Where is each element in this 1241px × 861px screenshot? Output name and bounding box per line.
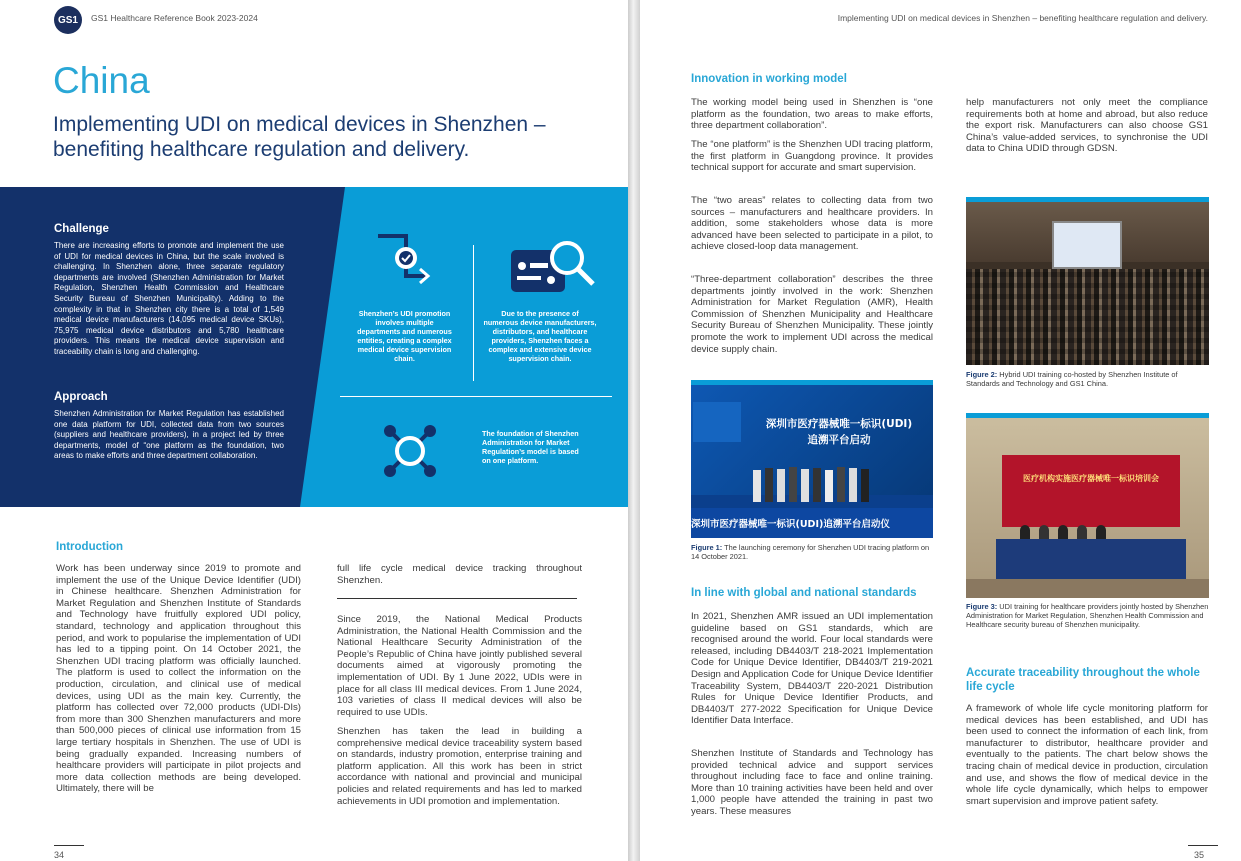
- introduction-col2a: full life cycle medical device tracking throughout Shenzhen.: [337, 563, 582, 586]
- page-number: 35: [1194, 850, 1205, 860]
- book-gutter: [628, 0, 640, 861]
- col2-top-text: help manufacturers not only meet the compliance requirements both at home and abroad, but also reduce the export risk. Manufacturers can also choose GS1 China’s value-added services, to synchronise the UDI data to China UDID through GDSN.: [966, 97, 1208, 155]
- figure2-photo: [966, 197, 1209, 365]
- figure1-banner-text: 深圳市医疗器械唯一标识(UDI)追溯平台启动仪: [691, 519, 890, 530]
- figure3-caption: [966, 602, 1211, 629]
- figure1-screen-text: 深圳市医疗器械唯一标识(UDI): [765, 418, 913, 430]
- figure2-caption-text: Hybrid UDI training co-hosted by Shenzhen Institute of Standards and Technology and GS1 China.: [966, 370, 1178, 388]
- icon-caption-1: Shenzhen’s UDI promotion involves multiple departments and numerous entities, creating a complex medical device supervision chain.: [357, 309, 452, 363]
- introduction-col2c: Shenzhen has taken the lead in building a comprehensive medical device traceability system based on standards, industry promotion, enterprise training and platform application. All this work has been in strict accordance with national and provincial and municipal policies and related requirements and has led to marked achievements in UDI promotion and implementation.: [337, 726, 582, 807]
- right-page: [640, 0, 1241, 861]
- figure1-caption-text: The launching ceremony for Shenzhen UDI tracing platform on 14 October 2021.: [691, 543, 930, 561]
- divider: [473, 245, 474, 381]
- standards-heading: In line with global and national standards: [691, 587, 917, 599]
- challenge-text: There are increasing efforts to promote and implement the use of UDI for medical devices in China, but the scale involved is challenging. In Shenzhen alone, three separate regulatory departments are involved (Shenzhen Administration for Market Regulation, Shenzhen Health Commission and Healthcare Security Bureau of Shenzhen Municipality). Adding to the complexity in that in Shenzhen city there is a total of 1,549 medical device manufacturers (14,095 medical device SKUs), 75,975 medical device distributors and 5,780 healthcare providers. This means the medical device supervision and traceability chain is long and challenging.: [54, 241, 284, 356]
- figure1-photo: [691, 380, 933, 538]
- footer-rule: [1188, 845, 1218, 846]
- running-header: Implementing UDI on medical devices in Shenzhen – benefiting healthcare regulation and delivery.: [837, 13, 1208, 23]
- page-country: China: [53, 60, 150, 101]
- introduction-col1: Work has been underway since 2019 to promote and implement the use of the Unique Device Identifier (UDI) in Chinese healthcare. Shenzhen Administration for Market Regulation and Shenzhen Institute of Standards and Technology have fruitfully explored UDI policy, standard, technology and application throughout this period, and work to popularise the implementation of UDI has led to a tipping point. On 14 October 2021, the Shenzhen UDI tracing platform was officially launched. The platform is used to collect the information on the production, circulation, and clinical use of medical devices, using UDI as the main key. Currently, the platform has collected over 72,000 products (UDI-DIs) from more than 300 Shenzhen manufacturers and more than 500,000 pieces of clinical use information from 15 large tertiary hospitals in Shenzhen. The use of UDI is being gradually expanded. Increasing numbers of healthcare providers will participate in pilot projects and more data collection methods are being developed. Ultimately, there will be: [56, 563, 301, 795]
- figure1-label: Figure 1:: [691, 543, 723, 552]
- check-arrow-icon: [374, 232, 438, 292]
- approach-heading: Approach: [54, 391, 108, 403]
- figure3-screen-text: 医疗机构实施医疗器械唯一标识培训会: [1023, 474, 1159, 483]
- approach-text: Shenzhen Administration for Market Regulation has established one data platform for UDI, collected data from two sources (suppliers and healthcare providers), in a project led by three departments, model of “one platform as the foundation, two areas to make efforts and three department collaboration.: [54, 409, 284, 461]
- page-number: 34: [54, 850, 65, 860]
- traceability-text: A framework of whole life cycle monitoring platform for medical devices has been established, and UDI has been used to connect the information of each link, from manufacturer to distributor, healthcare provider and eventually to the patients. The chart below shows the tracing chain of medical device in production, circulation and use, and shows the flow of medical device in the whole life cycle dynamically, which helps to empower smart supervision and improve patient safety.: [966, 703, 1208, 807]
- column-rule: [337, 598, 577, 599]
- innovation-p3: The “two areas” relates to collecting data from two sources – manufacturers and healthcare providers. In addition, some stakeholders whose data is more advanced have been selected to participate in a pilot, to achieve closed-loop data management.: [691, 195, 933, 253]
- icon-caption-2: Due to the presence of numerous device manufacturers, distributors, and healthcare providers, Shenzhen faces a complex and extensive device supervision chain.: [483, 309, 597, 363]
- figure3-photo: [966, 413, 1209, 598]
- figure2-caption: [966, 370, 1211, 388]
- gs1-logo: GS1: [54, 6, 82, 34]
- innovation-heading: Innovation in working model: [691, 73, 847, 85]
- figure1-caption: [691, 543, 931, 561]
- divider: [340, 396, 612, 397]
- innovation-p2: The “one platform” is the Shenzhen UDI tracing platform, the first platform in Guangdong province. It provides technical support for accurate and smart supervision.: [691, 139, 933, 174]
- figure3-label: Figure 3:: [966, 602, 998, 611]
- icon-caption-3: The foundation of Shenzhen Administration for Market Regulation’s model is based on one platform.: [482, 429, 579, 465]
- network-hub-icon: [380, 421, 440, 481]
- innovation-p4: “Three-department collaboration” describes the three departments jointly involved in the work: Shenzhen Administration for Market Regulation (AMR), Health Commission of Shenzhen Municipality and Healthcare Security Bureau of Shenzhen Municipality. These jointly promote the work to implement UDI across the medical device supply chain.: [691, 274, 933, 355]
- challenge-heading: Challenge: [54, 223, 109, 235]
- article-title: Implementing UDI on medical devices in Shenzhen – benefiting healthcare regulation and delivery.: [53, 113, 546, 161]
- footer-rule: [54, 845, 84, 846]
- introduction-heading: Introduction: [56, 541, 124, 553]
- figure1-screen-text2: 追溯平台启动: [807, 434, 871, 446]
- running-header: GS1 Healthcare Reference Book 2023-2024: [91, 13, 258, 23]
- innovation-p1: The working model being used in Shenzhen is “one platform as the foundation, two areas to make efforts, three department collaboration”.: [691, 97, 933, 132]
- traceability-heading: Accurate traceability throughout the whole life cycle: [966, 667, 1200, 693]
- standards-p2: Shenzhen Institute of Standards and Technology has provided technical advice and support services throughout including face to face and online training. More than 10 training activities have been held and over 1,000 people have attended the training in past two years. These measures: [691, 748, 933, 817]
- figure2-label: Figure 2:: [966, 370, 998, 379]
- figure3-caption-text: UDI training for healthcare providers jointly hosted by Shenzhen Administration for Market Regulation, Shenzhen Health Commission and Healthcare security bureau of Shenzhen municipality.: [966, 602, 1209, 629]
- introduction-col2b: Since 2019, the National Medical Products Administration, the National Health Commission and the National Healthcare Security Administration of the People’s Republic of China have jointly published several documents aimed at vigorously promoting the implementation of UDI. By 1 June 2022, UDIs were in place for all class III medical devices. From 1 June 2024, 103 varieties of class II medical devices will also be required to use UDIs.: [337, 614, 582, 718]
- magnifier-dashboard-icon: [509, 238, 597, 298]
- standards-p1: In 2021, Shenzhen AMR issued an UDI implementation guideline based on GS1 standards, which are recognised around the world. Four local standards were released, including DB4403/T 218-2021 Implementation Code for Unique Device Identifier, DB4403/T 219-2021 Design and Application Code for Unique Device Identifier Traceability System, DB4403/T 220-2021 Distribution Rules for Unique Device Identifier Products, and DB4403/T 277-2022 Specification for Unique Device Identifier Data Interface.: [691, 611, 933, 727]
